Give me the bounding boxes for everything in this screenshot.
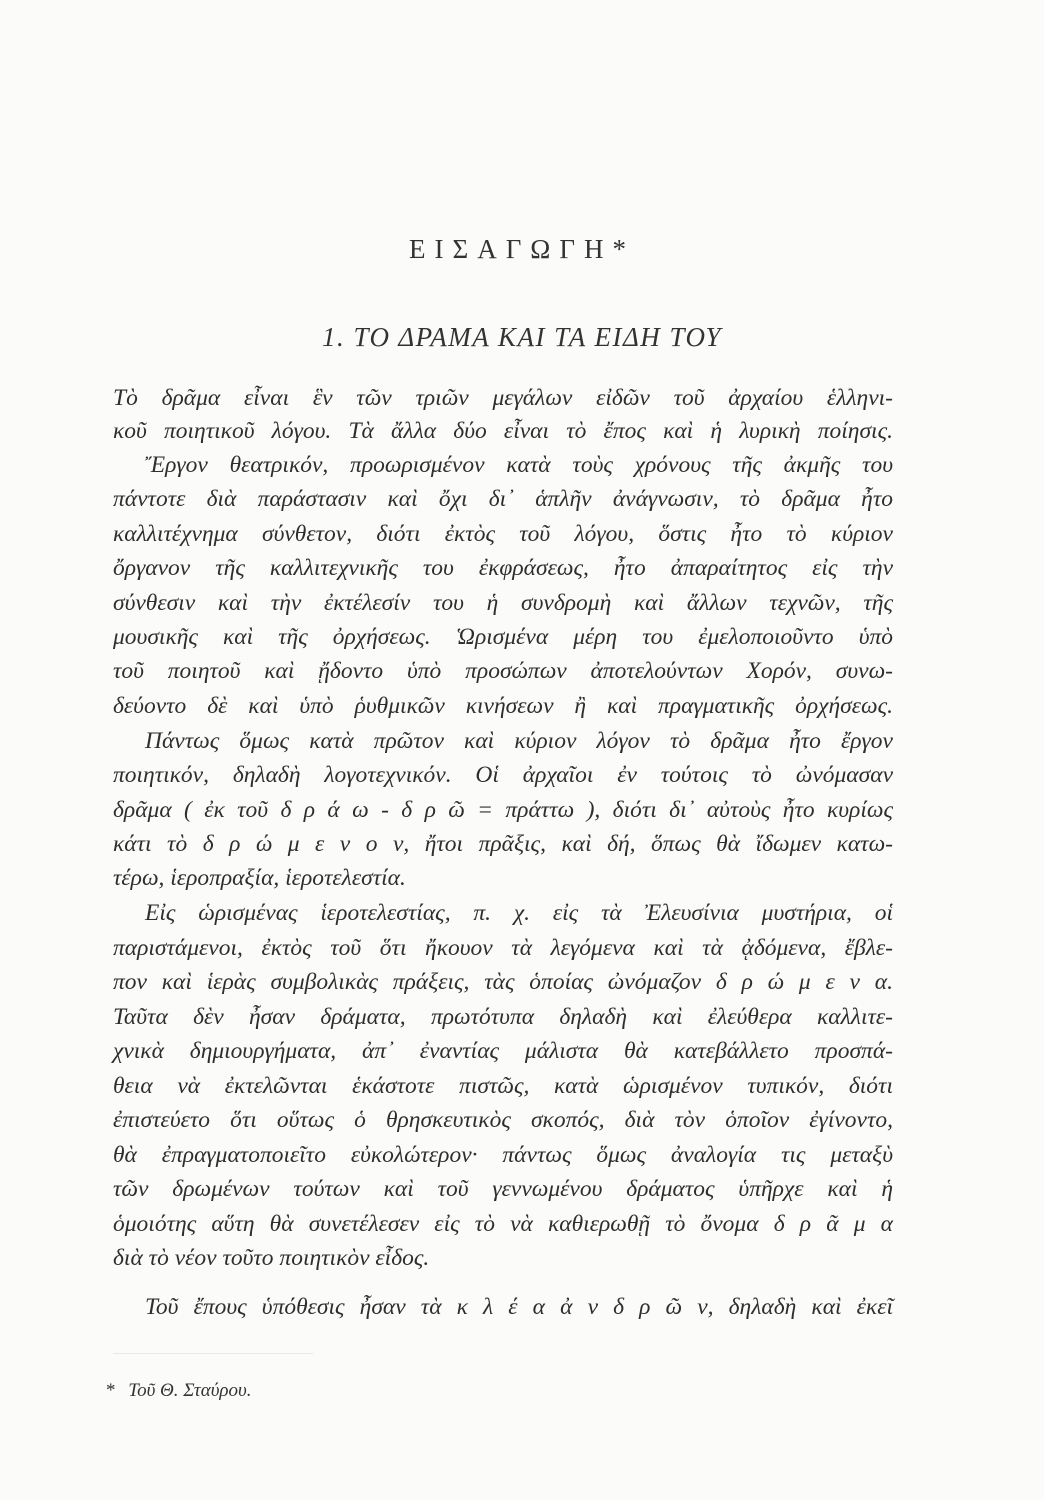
text-line: τῶν δρωμένων τούτων καὶ τοῦ γεννωμένου δράματος ὑπῆρχε καὶ ἡ [113,1176,893,1202]
text-line: ποιητικόν, δηλαδὴ λογοτεχνικόν. Οἱ ἀρχαῖοι ἐν τούτοις τὸ ὠνόμασαν [113,762,893,788]
text-line: Πάντως ὅμως κατὰ πρῶτον καὶ κύριον λόγον τὸ δρᾶμα ἦτο ἔργον [145,728,893,754]
text-line: Εἰς ὡρισμένας ἱεροτελεστίας, π. χ. εἰς τὰ Ἐλευσίνια μυστήρια, οἱ [145,900,893,926]
text-line: ὄργανον τῆς καλλιτεχνικῆς του ἐκφράσεως, ἦτο ἀπαραίτητος εἰς τὴν [113,555,893,581]
footnote-mark: * [106,1380,116,1401]
footnote-rule [113,1353,313,1354]
text-line: Τὸ δρᾶμα εἶναι ἓν τῶν τριῶν μεγάλων εἰδῶν τοῦ ἀρχαίου ἑλληνι- [113,385,893,411]
text-line: πον καὶ ἱερὰς συμβολικὰς πράξεις, τὰς ὁποίας ὠνόμαζον δ ρ ώ μ ε ν α. [113,969,893,995]
text-line: τοῦ ποιητοῦ καὶ ᾔδοντο ὑπὸ προσώπων ἀποτελούντων Χορόν, συνω- [113,658,893,684]
text-line: χνικὰ δημιουργήματα, ἀπ᾽ ἐναντίας μάλιστα θὰ κατεβάλλετο προσπά- [113,1038,893,1064]
text-line: καλλιτέχνημα σύνθετον, διότι ἐκτὸς τοῦ λόγου, ὅστις ἦτο τὸ κύριον [113,521,893,547]
text-line: Ἔργον θεατρικόν, προωρισμένον κατὰ τοὺς χρόνους τῆς ἀκμῆς του [145,452,893,478]
section-title: 1. ΤΟ ΔΡΑΜΑ ΚΑΙ ΤΑ ΕΙΔΗ ΤΟΥ [322,322,722,352]
text-line: κάτι τὸ δ ρ ώ μ ε ν ο ν, ἤτοι πρᾶξις, καὶ δή, ὅπως θὰ ἴδωμεν κατω- [113,831,893,857]
text-line: διὰ τὸ νέον τοῦτο ποιητικὸν εἶδος. [113,1245,430,1271]
footnote [106,1380,252,1402]
footnote-text: Τοῦ Θ. Σταύρου. [128,1380,252,1401]
text-line: Τοῦ ἔπους ὑπόθεσις ἦσαν τὰ κ λ έ α ἀ ν δ ρ ῶ ν, δηλαδὴ καὶ ἐκεῖ [145,1294,893,1320]
text-line: τέρω, ἱεροπραξία, ἱεροτελεστία. [113,865,406,891]
chapter-heading: ΕΙΣΑΓΩΓΗ* [409,234,635,264]
text-line: ὁμοιότης αὕτη θὰ συνετέλεσεν εἰς τὸ νὰ καθιερωθῇ τὸ ὄνομα δ ρ ᾶ μ α [113,1211,893,1237]
text-line: δεύοντο δὲ καὶ ὑπὸ ῥυθμικῶν κινήσεων ἢ καὶ πραγματικῆς ὀρχήσεως. [113,693,893,719]
text-line: δρᾶμα ( ἐκ τοῦ δ ρ ά ω - δ ρ ῶ = πράττω ), διότι δι᾽ αὐτοὺς ἦτο κυρίως [113,797,893,823]
text-line: Ταῦτα δὲν ἦσαν δράματα, πρωτότυπα δηλαδὴ καὶ ἐλεύθερα καλλιτε- [113,1004,893,1030]
text-line: ἐπιστεύετο ὅτι οὕτως ὁ θρησκευτικὸς σκοπός, διὰ τὸν ὁποῖον ἐγίνοντο, [113,1107,893,1133]
text-line: κοῦ ποιητικοῦ λόγου. Τὰ ἄλλα δύο εἶναι τὸ ἔπος καὶ ἡ λυρικὴ ποίησις. [113,418,893,444]
text-line: θὰ ἐπραγματοποιεῖτο εὐκολώτερον· πάντως ὅμως ἀναλογία τις μεταξὺ [113,1142,893,1168]
text-line: παριστάμενοι, ἐκτὸς τοῦ ὅτι ἤκουον τὰ λεγόμενα καὶ τὰ ᾀδόμενα, ἔβλε- [113,935,893,961]
text-line: πάντοτε διὰ παράστασιν καὶ ὄχι δι᾽ ἁπλῆν ἀνάγνωσιν, τὸ δρᾶμα ἦτο [113,486,893,512]
text-line: θεια νὰ ἐκτελῶνται ἑκάστοτε πιστῶς, κατὰ ὡρισμένον τυπικόν, διότι [113,1073,893,1099]
text-line: σύνθεσιν καὶ τὴν ἐκτέλεσίν του ἡ συνδρομὴ καὶ ἄλλων τεχνῶν, τῆς [113,590,893,616]
text-line: μουσικῆς καὶ τῆς ὀρχήσεως. Ὡρισμένα μέρη του ἐμελοποιοῦντο ὑπὸ [113,624,893,650]
